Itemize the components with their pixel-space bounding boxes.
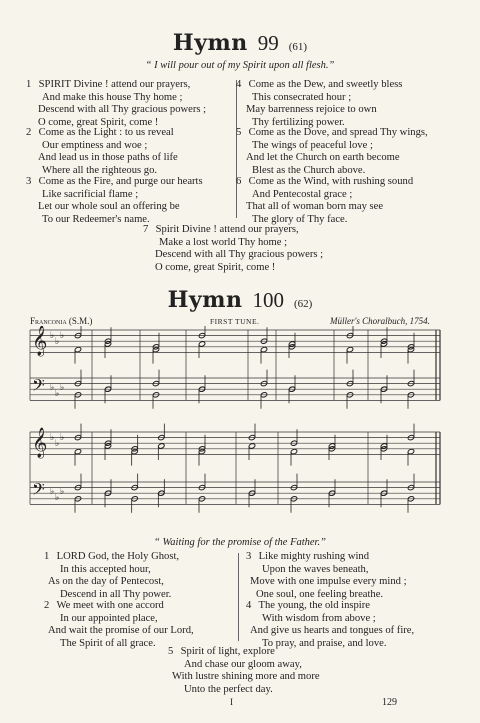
clef-icon: ♭ [60,432,65,442]
music-score [0,326,480,526]
hymn-word: Hymn [172,30,248,56]
tune-source: Müller's Choralbuch, 1754. [330,316,430,326]
stanza: 7 Spirit Divine ! attend our prayers, Make a lost world Thy home ; Descend with all Thy gracious powers ; O come, great Spirit, come ! [143,224,324,273]
stanza-line: This consecrated hour ; [252,91,352,103]
clef-icon: ♭ [50,432,55,442]
stanza-line: LORD God, the Holy Ghost, [56,551,180,562]
stanza-line: Descend with all Thy gracious powers ; [155,249,324,261]
stanza-line: And let the Church on earth become [246,152,400,164]
hymn-99-title [0,30,480,56]
clef-icon: ♭ [55,336,60,346]
stanza-line: Come as the Dove, and spread Thy wings, [248,127,428,138]
stanza-line: Spirit of light, explore [180,646,275,657]
clef-icon: ♭ [60,486,65,496]
stanza-line: SPIRIT Divine ! attend our prayers, [38,79,191,90]
hymn-ref: (62) [294,298,313,310]
stanza: 6 Come as the Wind, with rushing sound And Pentecostal grace ; That all of woman born may see The glory of Thy face. [236,176,414,225]
tune-name: Franconia (S.M.) [30,316,93,326]
hymn-100-epigraph: “ Waiting for the promise of the Father.” [154,537,326,548]
stanza: 5 Spirit of light, explore And chase our gloom away, With lustre shining more and more Unto the perfect day. [168,646,320,695]
clef-icon: ♭ [55,438,60,448]
stanza-line: Spirit Divine ! attend our prayers, [155,224,299,235]
stanza-line: To pray, and praise, and love. [262,637,387,649]
stanza: 3 Like mighty rushing wind Upon the waves beneath, Move with one impulse every mind ; One soul, one feeling breathe. [246,551,407,600]
clef-icon: 𝄢 [32,377,45,399]
clef-icon: ♭ [55,492,60,502]
stanza: 4 Come as the Dew, and sweetly bless This consecrated hour ; May barrenness rejoice to own Thy fertilizing power. [236,79,403,128]
stanza-line: Upon the waves beneath, [262,563,369,575]
stanza-line: One soul, one feeling breathe. [256,588,384,600]
signature-mark: I [230,697,233,707]
stanza-line: Make a lost world Thy home ; [159,236,288,248]
stanza-line: Like mighty rushing wind [258,551,370,562]
hymn-number: 100 [252,288,284,312]
stanza-line: That all of woman born may see [246,201,384,213]
stanza: 5 Come as the Dove, and spread Thy wings, The wings of peaceful love ; And let the Church on earth become Blest as the Church above. [236,127,428,176]
stanza-line: Come as the Light : to us reveal [38,127,174,138]
stanza-line: Move with one impulse every mind ; [250,576,407,588]
tune-label: FIRST TUNE. [210,317,260,326]
clef-icon: 𝄢 [32,481,45,503]
hymn-99-epigraph: “ I will pour out of my Spirit upon all flesh.” [145,60,335,71]
stanza-line: Come as the Dew, and sweetly bless [248,79,403,90]
stanza: 1 LORD God, the Holy Ghost, In this accepted hour, As on the day of Pentecost, Descend in all Thy power. [44,551,180,600]
note-head [74,346,81,352]
stanza-line: Descend with all Thy gracious powers ; [38,104,207,116]
stanza: 1 SPIRIT Divine ! attend our prayers, And make this house Thy home ; Descend with all Thy gracious powers ; O come, great Spirit, come ! [26,79,207,128]
stanza-line: O come, great Spirit, come ! [155,261,276,273]
stanza: 2 Come as the Light : to us reveal Our emptiness and woe ; And lead us in those paths of life Where all the righteous go. [26,127,178,176]
stanza: 4 The young, the old inspire With wisdom from above ; And give us hearts and tongues of fire, To pray, and praise, and love. [246,600,415,649]
stanza-line: The Spirit of all grace. [60,637,156,649]
stanza-line: The young, the old inspire [258,600,370,611]
stanza-line: Blest as the Church above. [252,164,366,176]
stanza-line: In this accepted hour, [60,563,151,575]
stanza-line: With lustre shining more and more [172,671,320,683]
stanza-line: The glory of Thy face. [252,213,348,225]
page-number: 129 [382,697,397,708]
note-head [407,448,414,454]
stanza-line: And make this house Thy home ; [42,91,183,103]
hymn-ref: (61) [288,41,308,53]
stanza-line: In our appointed place, [60,612,158,624]
clef-icon: ♭ [60,382,65,392]
clef-icon: ♭ [50,330,55,340]
clef-icon: ♭ [60,330,65,340]
note-head [290,448,297,454]
note-head [158,443,165,449]
stanza-line: Let our whole soul an offering be [38,201,180,213]
stanza-line: May barrenness rejoice to own [246,104,377,116]
stanza-line: To our Redeemer's name. [42,213,150,225]
column-divider [238,553,239,641]
clef-icon: ♭ [50,382,55,392]
stanza-line: Where all the righteous go. [42,164,158,176]
stanza-line: Come as the Wind, with rushing sound [248,176,414,187]
hymn-100-title [0,287,480,313]
stanza-line: The wings of peaceful love ; [252,139,373,151]
stanza-line: Unto the perfect day. [184,683,273,695]
clef-icon: 𝄞 [32,428,48,457]
note-head [260,346,267,352]
stanza-line: Thy fertilizing power. [252,116,345,128]
note-head [248,443,255,449]
clef-icon: 𝄞 [32,326,48,355]
note-head [346,346,353,352]
stanza-line: Come as the Fire, and purge our hearts [38,176,203,187]
clef-icon: ♭ [55,388,60,398]
stanza-line: As on the day of Pentecost, [48,576,164,588]
hymn-word: Hymn [167,287,243,313]
stanza-line: With wisdom from above ; [262,612,376,624]
stanza-line: Like sacrificial flame ; [42,188,139,200]
stanza-line: O come, great Spirit, come ! [38,116,159,128]
stanza-line: Descend in all Thy power. [60,588,172,600]
stanza-line: And lead us in those paths of life [38,152,178,164]
note-head [74,448,81,454]
stanza: 2 We meet with one accord In our appointed place, And wait the promise of our Lord, The Spirit of all grace. [44,600,194,649]
stanza-line: And Pentecostal grace ; [252,188,353,200]
stanza-line: Our emptiness and woe ; [42,139,148,151]
stanza: 3 Come as the Fire, and purge our hearts Like sacrificial flame ; Let our whole soul an offering be To our Redeemer's name. [26,176,203,225]
stanza-line: And wait the promise of our Lord, [48,625,194,637]
hymn-number: 99 [257,31,279,55]
stanza-line: And give us hearts and tongues of fire, [250,625,415,637]
stanza-line: And chase our gloom away, [184,658,302,670]
note-head [198,341,205,347]
clef-icon: ♭ [50,486,55,496]
stanza-line: We meet with one accord [56,600,164,611]
